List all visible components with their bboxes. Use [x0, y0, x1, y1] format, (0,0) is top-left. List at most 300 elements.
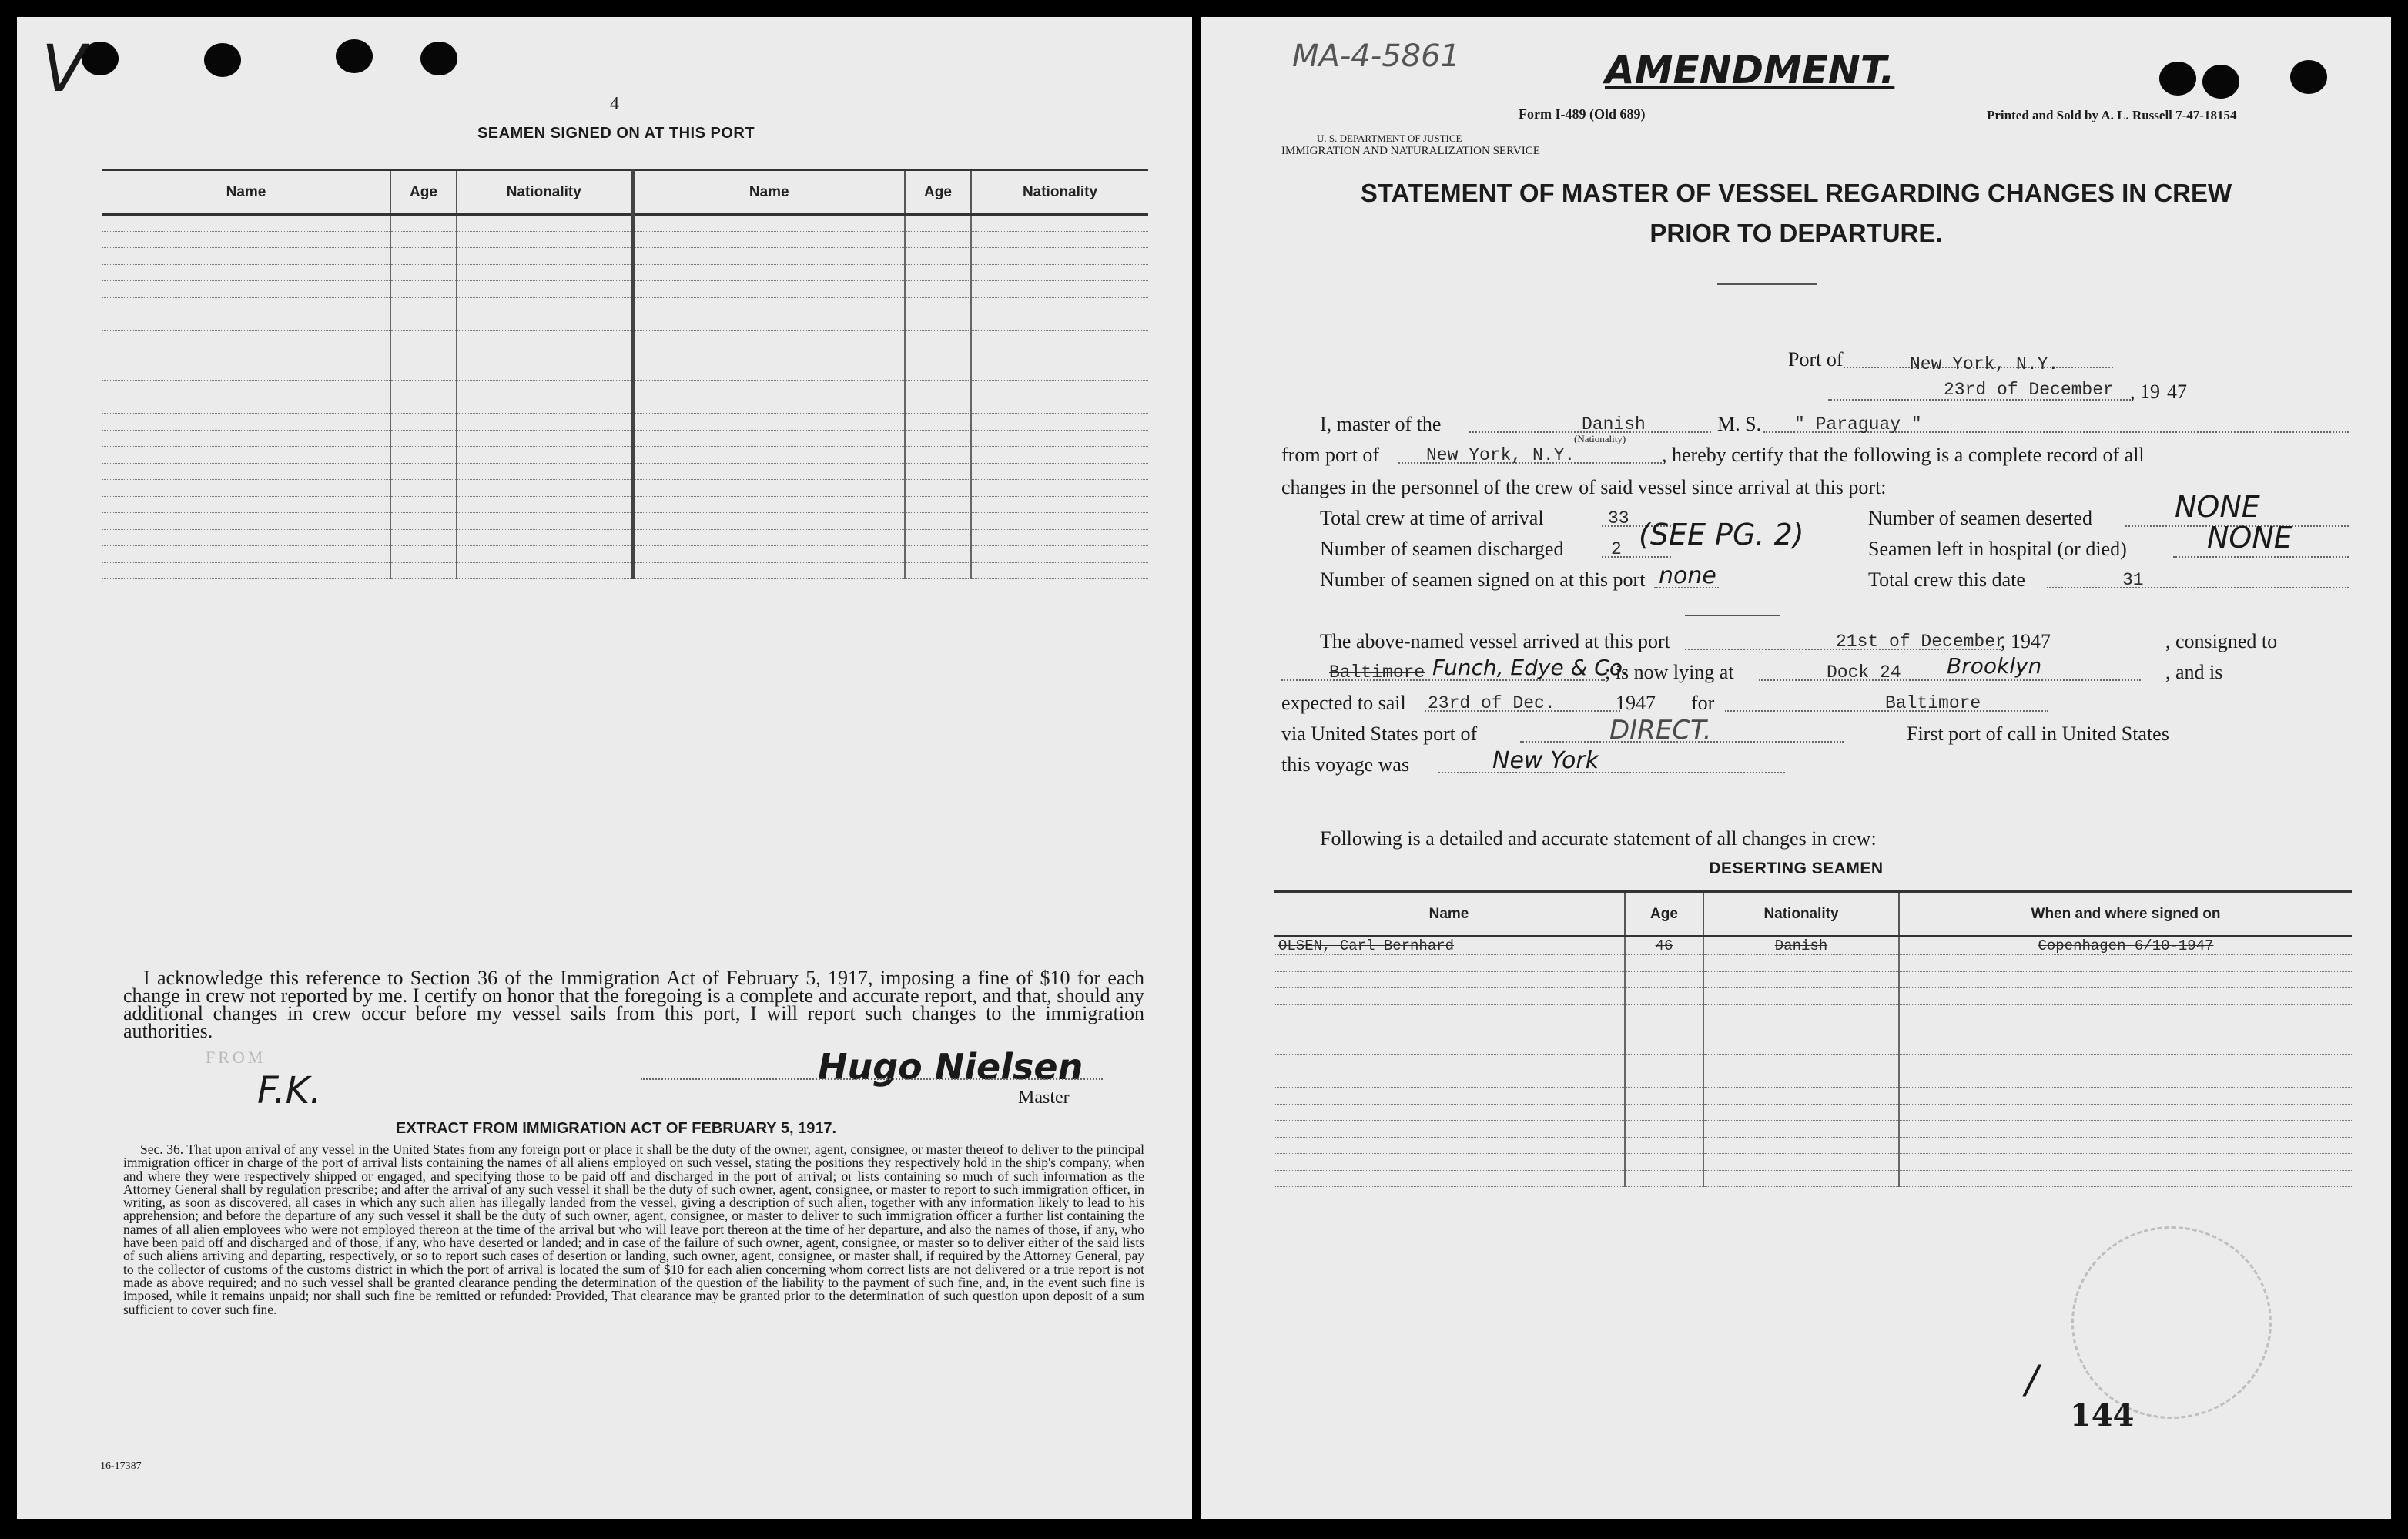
table-cell — [390, 264, 457, 281]
sail-value: 23rd of Dec. — [1428, 693, 1556, 713]
table-cell — [1899, 1170, 2352, 1187]
table-cell — [457, 314, 632, 331]
table-cell — [971, 480, 1148, 497]
table-row — [1274, 1088, 2352, 1105]
table-cell — [1899, 955, 2352, 972]
table-cell — [457, 562, 632, 579]
table-body — [1274, 937, 2352, 1187]
faint-stamp-text: FROM — [206, 1048, 266, 1067]
nationality-value: Danish — [1582, 414, 1646, 434]
table-cell — [905, 513, 971, 530]
table-cell — [632, 397, 905, 414]
table-row — [102, 480, 1148, 497]
table-cell — [905, 397, 971, 414]
table-cell — [971, 231, 1148, 248]
table-cell — [102, 215, 390, 232]
table-cell — [102, 480, 390, 497]
punch-hole — [336, 39, 373, 73]
acknowledgement-text: I acknowledge this reference to Section 36 of the Immigration Act of February 5, 1917, imposing a fine of $10 for each change in crew not reported by me. I certify on honor that the foregoing is a complete and accurate report, and that, should any additional changes in crew occur before my vessel sails from this port, I will report such changes to the immigration authorities. — [123, 967, 1144, 1042]
table-cell — [1625, 1038, 1703, 1054]
table-cell — [905, 264, 971, 281]
table-cell — [971, 381, 1148, 397]
table-cell — [1625, 955, 1703, 972]
table-cell — [971, 529, 1148, 546]
table-cell — [1274, 1170, 1625, 1187]
table-row — [1274, 971, 2352, 988]
table-cell — [102, 330, 390, 347]
table-row — [102, 463, 1148, 480]
table-cell — [1703, 1104, 1899, 1121]
table-cell — [632, 330, 905, 347]
table-row — [102, 430, 1148, 447]
consignee-value: Funch, Edye & Co. — [1432, 655, 1629, 680]
table-cell — [1625, 971, 1703, 988]
table-cell — [457, 215, 632, 232]
table-cell — [390, 231, 457, 248]
page-number: 4 — [610, 94, 619, 114]
table-row — [102, 264, 1148, 281]
table-cell — [905, 347, 971, 364]
column-header: Name — [1274, 892, 1625, 937]
table-cell — [390, 330, 457, 347]
lying-hand: Brooklyn — [1947, 653, 2042, 679]
initials-signature: F.K. — [257, 1069, 322, 1112]
table-cell — [457, 414, 632, 431]
table-cell — [102, 463, 390, 480]
table-cell — [905, 529, 971, 546]
table-cell — [632, 248, 905, 265]
table-cell — [102, 430, 390, 447]
table-cell — [390, 529, 457, 546]
table-cell — [1274, 971, 1625, 988]
table-cell — [971, 562, 1148, 579]
table-cell — [1703, 1004, 1899, 1021]
left-page — [17, 17, 1192, 1519]
table-row — [1274, 955, 2352, 972]
table-cell — [390, 364, 457, 381]
table-cell — [1625, 1154, 1703, 1171]
table-cell — [390, 347, 457, 364]
table-cell — [971, 463, 1148, 480]
column-header: Name — [632, 170, 905, 215]
table-cell — [905, 231, 971, 248]
table-cell — [1899, 1104, 2352, 1121]
total-crew-label: Total crew at time of arrival — [1320, 507, 1544, 529]
extract-title: EXTRACT FROM IMMIGRATION ACT OF FEBRUARY 5, 1917. — [395, 1120, 837, 1137]
discharged-value: 2 — [1611, 539, 1622, 559]
port-label: Port of — [1788, 348, 1844, 370]
table-cell — [457, 347, 632, 364]
total-date-label: Total crew this date — [1868, 568, 2025, 591]
table-cell — [1625, 1021, 1703, 1038]
table-cell — [632, 529, 905, 546]
punch-hole — [82, 42, 119, 75]
table-row — [1274, 1170, 2352, 1187]
vessel-type: M. S. — [1717, 413, 1762, 435]
table-cell — [632, 381, 905, 397]
deserting-heading: DESERTING SEAMEN — [1709, 860, 1884, 877]
table-cell — [390, 381, 457, 397]
table-row — [102, 414, 1148, 431]
table-cell — [971, 264, 1148, 281]
table-cell — [1899, 1054, 2352, 1071]
counts-rule — [1685, 615, 1780, 616]
table-cell — [457, 513, 632, 530]
table-cell — [390, 314, 457, 331]
table-cell — [632, 281, 905, 298]
table-cell — [457, 529, 632, 546]
year-value: 47 — [2167, 381, 2187, 403]
form-number: Form I-489 (Old 689) — [1519, 106, 1646, 122]
table-cell — [632, 215, 905, 232]
table-row — [1274, 1054, 2352, 1071]
voyage-line — [1438, 772, 1785, 773]
table-cell — [1274, 1054, 1625, 1071]
table-cell — [971, 414, 1148, 431]
vessel-name: " Paraguay " — [1794, 414, 1922, 434]
table-cell — [1625, 1121, 1703, 1138]
extract-text: Sec. 36. That upon arrival of any vessel in the United States from any foreign port or place it shall be the duty of the owner, agent, consignee, or master thereof to deliver to the principal immigration officer in charge of the port of arrival lists containing the names of all aliens employed on such vessel, stating the positions they respectively hold in the ship's company, when and where they were respectively shipped or engaged, and specifying those to be paid off and discharged in the port of arrival; or lists containing so much of such information as the Attorney General shall by regulation prescribe; and after the arrival of any such vessel it shall be the duty of such owner, agent, consignee, or master to report to such immigration officer, in writing, as soon as discovered, all cases in which any such alien has illegally landed from the vessel, giving a description of such alien, together with any information likely to lead to his apprehension; and before the departure of any such vessel it shall be the duty of such owner, agent, consignee, or master to deliver to such immigration officer a further list containing the names of all alien employees who were not employed thereon at the time of the arrival but who will leave port thereon at the time of her departure, and also the names of those, if any, who have been paid off and discharged and of those, if any, who have deserted or landed; and in case of the failure of such owner, agent, consignee, or master so to deliver either of the said lists of such aliens arriving and departing, respectively, or so to report such cases of desertion or landing, such owner, agent, consignee, or master shall, if required by the Attorney General, pay to the collector of customs of the customs district in which the port of arrival is located the sum of $10 for each alien concerning whom correct lists are not delivered or a true report is not made as above required; and no such vessel shall be granted clearance pending the determination of the question of the liability to the payment of such fine, and, in the event such fine is imposed, while it remains unpaid; nor shall such fine be remitted or refunded: Provided, That clearance may be granted prior to the determination of such question upon deposit of a sum sufficient to cover such fine. — [123, 1142, 1144, 1317]
table-cell — [102, 248, 390, 265]
table-row — [1274, 1121, 2352, 1138]
table-cell — [1274, 1071, 1625, 1088]
right-page — [1201, 17, 2391, 1519]
punch-hole — [204, 43, 241, 77]
file-number: MA-4-5861 — [1292, 39, 1460, 74]
table-cell — [1703, 1038, 1899, 1054]
for-value: Baltimore — [1885, 693, 1981, 713]
table-cell — [1274, 988, 1625, 1005]
from-port-value: New York, N.Y. — [1426, 445, 1576, 465]
table-cell — [1625, 1054, 1703, 1071]
table-cell — [1899, 1154, 2352, 1171]
table-cell — [1625, 1004, 1703, 1021]
table-cell — [102, 364, 390, 381]
table-cell — [457, 381, 632, 397]
table-cell — [1899, 971, 2352, 988]
table-cell — [905, 562, 971, 579]
column-header: When and where signed on — [1899, 892, 2352, 937]
table-cell — [1625, 1137, 1703, 1154]
table-row — [1274, 1071, 2352, 1088]
table-cell — [1274, 1137, 1625, 1154]
table-cell — [632, 496, 905, 513]
total-crew-value: 33 — [1608, 508, 1629, 528]
table-cell — [457, 463, 632, 480]
table-cell — [457, 496, 632, 513]
table-cell — [457, 231, 632, 248]
hospital-line — [2173, 556, 2349, 558]
table-cell — [390, 496, 457, 513]
master-signature: Hugo Nielsen — [818, 1046, 1083, 1088]
table-cell — [905, 414, 971, 431]
table-row — [102, 381, 1148, 397]
table-cell — [457, 297, 632, 314]
table-cell — [905, 381, 971, 397]
table-cell — [390, 297, 457, 314]
table-cell — [971, 248, 1148, 265]
table-cell — [1625, 1104, 1703, 1121]
table-cell — [102, 231, 390, 248]
column-header: Age — [1625, 892, 1703, 937]
table-cell — [971, 364, 1148, 381]
table-row — [102, 364, 1148, 381]
from-port-label: from port of — [1281, 444, 1380, 466]
arrived-label: The above-named vessel arrived at this port — [1320, 630, 1670, 652]
table-row — [1274, 1104, 2352, 1121]
table-cell — [905, 447, 971, 464]
master-of-label: I, master of the — [1320, 413, 1442, 435]
table-cell — [102, 546, 390, 563]
table-cell — [905, 364, 971, 381]
table-row — [102, 546, 1148, 563]
signed-on-table — [102, 169, 1148, 579]
title-rule — [1717, 283, 1817, 285]
table-cell — [390, 513, 457, 530]
certify-text: , hereby certify that the following is a complete record of all — [1662, 444, 2145, 466]
table-cell — [1899, 988, 2352, 1005]
table-cell — [1703, 1170, 1899, 1187]
table-cell — [905, 314, 971, 331]
table-row — [102, 215, 1148, 232]
table-cell — [1703, 1137, 1899, 1154]
table-cell — [971, 513, 1148, 530]
table-row — [1274, 1038, 2352, 1054]
first-port-label: First port of call in United States — [1907, 723, 2169, 745]
table-cell — [905, 215, 971, 232]
table-row — [1274, 1154, 2352, 1171]
table-cell — [971, 397, 1148, 414]
table-row — [1274, 988, 2352, 1005]
table-cell — [390, 248, 457, 265]
table-row — [1274, 1021, 2352, 1038]
voyage-label: this voyage was — [1281, 753, 1410, 776]
table-cell — [905, 546, 971, 563]
table-cell — [102, 264, 390, 281]
table-cell — [632, 314, 905, 331]
table-cell — [102, 314, 390, 331]
table-cell — [1625, 1071, 1703, 1088]
table-cell — [632, 546, 905, 563]
table-cell: Copenhagen 6/10-1947 — [1899, 937, 2352, 955]
table-cell — [1625, 1170, 1703, 1187]
punch-hole — [420, 42, 457, 75]
printer-label: Printed and Sold by A. L. Russell 7-47-18154 — [1987, 108, 2237, 122]
table-row — [102, 513, 1148, 530]
table-cell — [390, 414, 457, 431]
table-cell — [905, 281, 971, 298]
following-text: Following is a detailed and accurate statement of all changes in crew: — [1320, 827, 1877, 850]
signature-line — [641, 1078, 1103, 1080]
table-cell — [1274, 1104, 1625, 1121]
lying-line — [1759, 679, 2141, 681]
hospital-label: Seamen left in hospital (or died) — [1868, 538, 2127, 560]
table-cell — [1703, 988, 1899, 1005]
table-cell — [1625, 988, 1703, 1005]
table-cell — [457, 330, 632, 347]
table-cell — [632, 513, 905, 530]
table-cell — [1899, 1121, 2352, 1138]
table-cell — [1899, 1088, 2352, 1105]
for-label: for — [1691, 692, 1715, 714]
table-cell: 46 — [1625, 937, 1703, 955]
deserted-label: Number of seamen deserted — [1868, 507, 2092, 529]
department-label: U. S. DEPARTMENT OF JUSTICE — [1317, 132, 1462, 144]
discharged-label: Number of seamen discharged — [1320, 538, 1564, 560]
table-cell — [632, 430, 905, 447]
table-cell — [390, 447, 457, 464]
table-cell — [632, 414, 905, 431]
year-prefix: , 19 — [2130, 381, 2160, 403]
table-cell — [102, 496, 390, 513]
table-cell — [390, 463, 457, 480]
changes-text: changes in the personnel of the crew of said vessel since arrival at this port: — [1281, 476, 1887, 498]
table-cell — [632, 264, 905, 281]
form-title: STATEMENT OF MASTER OF VESSEL REGARDING CHANGES IN CREW — [1360, 179, 2232, 207]
table-cell — [1703, 1088, 1899, 1105]
table-cell — [1899, 1071, 2352, 1088]
table-cell — [1274, 1004, 1625, 1021]
table-cell — [905, 463, 971, 480]
via-value: DIRECT. — [1609, 715, 1712, 746]
table-row — [102, 248, 1148, 265]
amendment-note: AMENDMENT. — [1605, 48, 1895, 92]
table-cell — [632, 347, 905, 364]
table-cell — [1703, 1021, 1899, 1038]
table-cell — [102, 347, 390, 364]
port-value: New York, N.Y. — [1910, 354, 2059, 374]
margin-check-mark: V — [42, 31, 86, 106]
table-cell — [971, 546, 1148, 563]
column-header: Nationality — [1703, 892, 1899, 937]
consignee-struck: Baltimore — [1329, 662, 1425, 682]
table-cell — [632, 463, 905, 480]
via-label: via United States port of — [1281, 723, 1478, 745]
table-body — [102, 215, 1148, 579]
table-cell — [1703, 1071, 1899, 1088]
signed-on-value: none — [1659, 562, 1716, 589]
punch-hole — [2159, 62, 2196, 96]
table-cell: Danish — [1703, 937, 1899, 955]
table-row — [102, 297, 1148, 314]
faint-circular-stamp — [2071, 1226, 2272, 1419]
table-cell — [632, 364, 905, 381]
table-cell — [905, 480, 971, 497]
table-cell — [905, 496, 971, 513]
table-row — [102, 562, 1148, 579]
table-cell — [390, 480, 457, 497]
column-header: Age — [390, 170, 457, 215]
table-row — [102, 496, 1148, 513]
table-cell — [457, 281, 632, 298]
hospital-value: NONE — [2207, 521, 2292, 555]
table-cell — [971, 430, 1148, 447]
table-cell — [1703, 1121, 1899, 1138]
total-date-line — [2047, 587, 2349, 588]
and-is-label: , and is — [2165, 661, 2223, 683]
date-value: 23rd of December — [1944, 380, 2114, 400]
deserting-table — [1274, 890, 2352, 1187]
punch-hole — [2202, 65, 2239, 99]
table-cell — [1703, 1154, 1899, 1171]
table-row — [102, 281, 1148, 298]
table-cell — [632, 562, 905, 579]
sail-label: expected to sail — [1281, 692, 1406, 714]
table-cell — [1703, 1054, 1899, 1071]
table-cell — [457, 264, 632, 281]
table-cell — [1274, 1154, 1625, 1171]
table-cell — [1703, 955, 1899, 972]
punch-hole — [2290, 60, 2327, 94]
table-cell — [457, 480, 632, 497]
table-cell — [632, 480, 905, 497]
column-header: Nationality — [971, 170, 1148, 215]
table-cell — [102, 513, 390, 530]
table-cell — [971, 496, 1148, 513]
column-header: Nationality — [457, 170, 632, 215]
table-cell — [971, 281, 1148, 298]
table-cell — [971, 297, 1148, 314]
table-cell — [1274, 1088, 1625, 1105]
lying-label: ; is now lying at — [1605, 661, 1734, 683]
table-cell — [102, 397, 390, 414]
nationality-caption: (Nationality) — [1574, 433, 1626, 444]
table-cell — [971, 347, 1148, 364]
table-row — [102, 314, 1148, 331]
signed-on-label: Number of seamen signed on at this port — [1320, 568, 1646, 591]
table-cell — [905, 297, 971, 314]
table-row — [1274, 1004, 2352, 1021]
table-cell — [457, 397, 632, 414]
column-header: Name — [102, 170, 390, 215]
table-cell: OLSEN, Carl Bernhard — [1274, 937, 1625, 955]
table-cell — [102, 281, 390, 298]
table-cell — [632, 447, 905, 464]
table-cell — [102, 381, 390, 397]
discharged-note: (SEE PG. 2) — [1639, 518, 1804, 552]
total-date-value: 31 — [2122, 570, 2144, 590]
table-row — [102, 231, 1148, 248]
table-cell — [102, 297, 390, 314]
table-row — [1274, 1137, 2352, 1154]
table-cell — [390, 397, 457, 414]
table-cell — [390, 562, 457, 579]
table-cell — [1899, 1038, 2352, 1054]
table-cell — [390, 546, 457, 563]
table-cell — [971, 215, 1148, 232]
table-cell — [1274, 955, 1625, 972]
table-cell — [971, 447, 1148, 464]
table-cell — [971, 330, 1148, 347]
table-cell — [1899, 1137, 2352, 1154]
table-cell — [390, 215, 457, 232]
deserted-value: NONE — [2175, 490, 2260, 524]
form-code: 16-17387 — [100, 1460, 142, 1472]
service-label: IMMIGRATION AND NATURALIZATION SERVICE — [1281, 145, 1540, 157]
table-cell — [102, 447, 390, 464]
table-cell — [1625, 1088, 1703, 1105]
table-row — [102, 397, 1148, 414]
table-row — [1274, 937, 2352, 955]
table-cell — [457, 364, 632, 381]
table-cell — [1274, 1038, 1625, 1054]
table-row — [102, 347, 1148, 364]
table-cell — [102, 562, 390, 579]
table-row — [102, 529, 1148, 546]
table-row — [102, 447, 1148, 464]
sail-year: 1947 — [1616, 692, 1656, 714]
voyage-value: New York — [1492, 747, 1599, 774]
